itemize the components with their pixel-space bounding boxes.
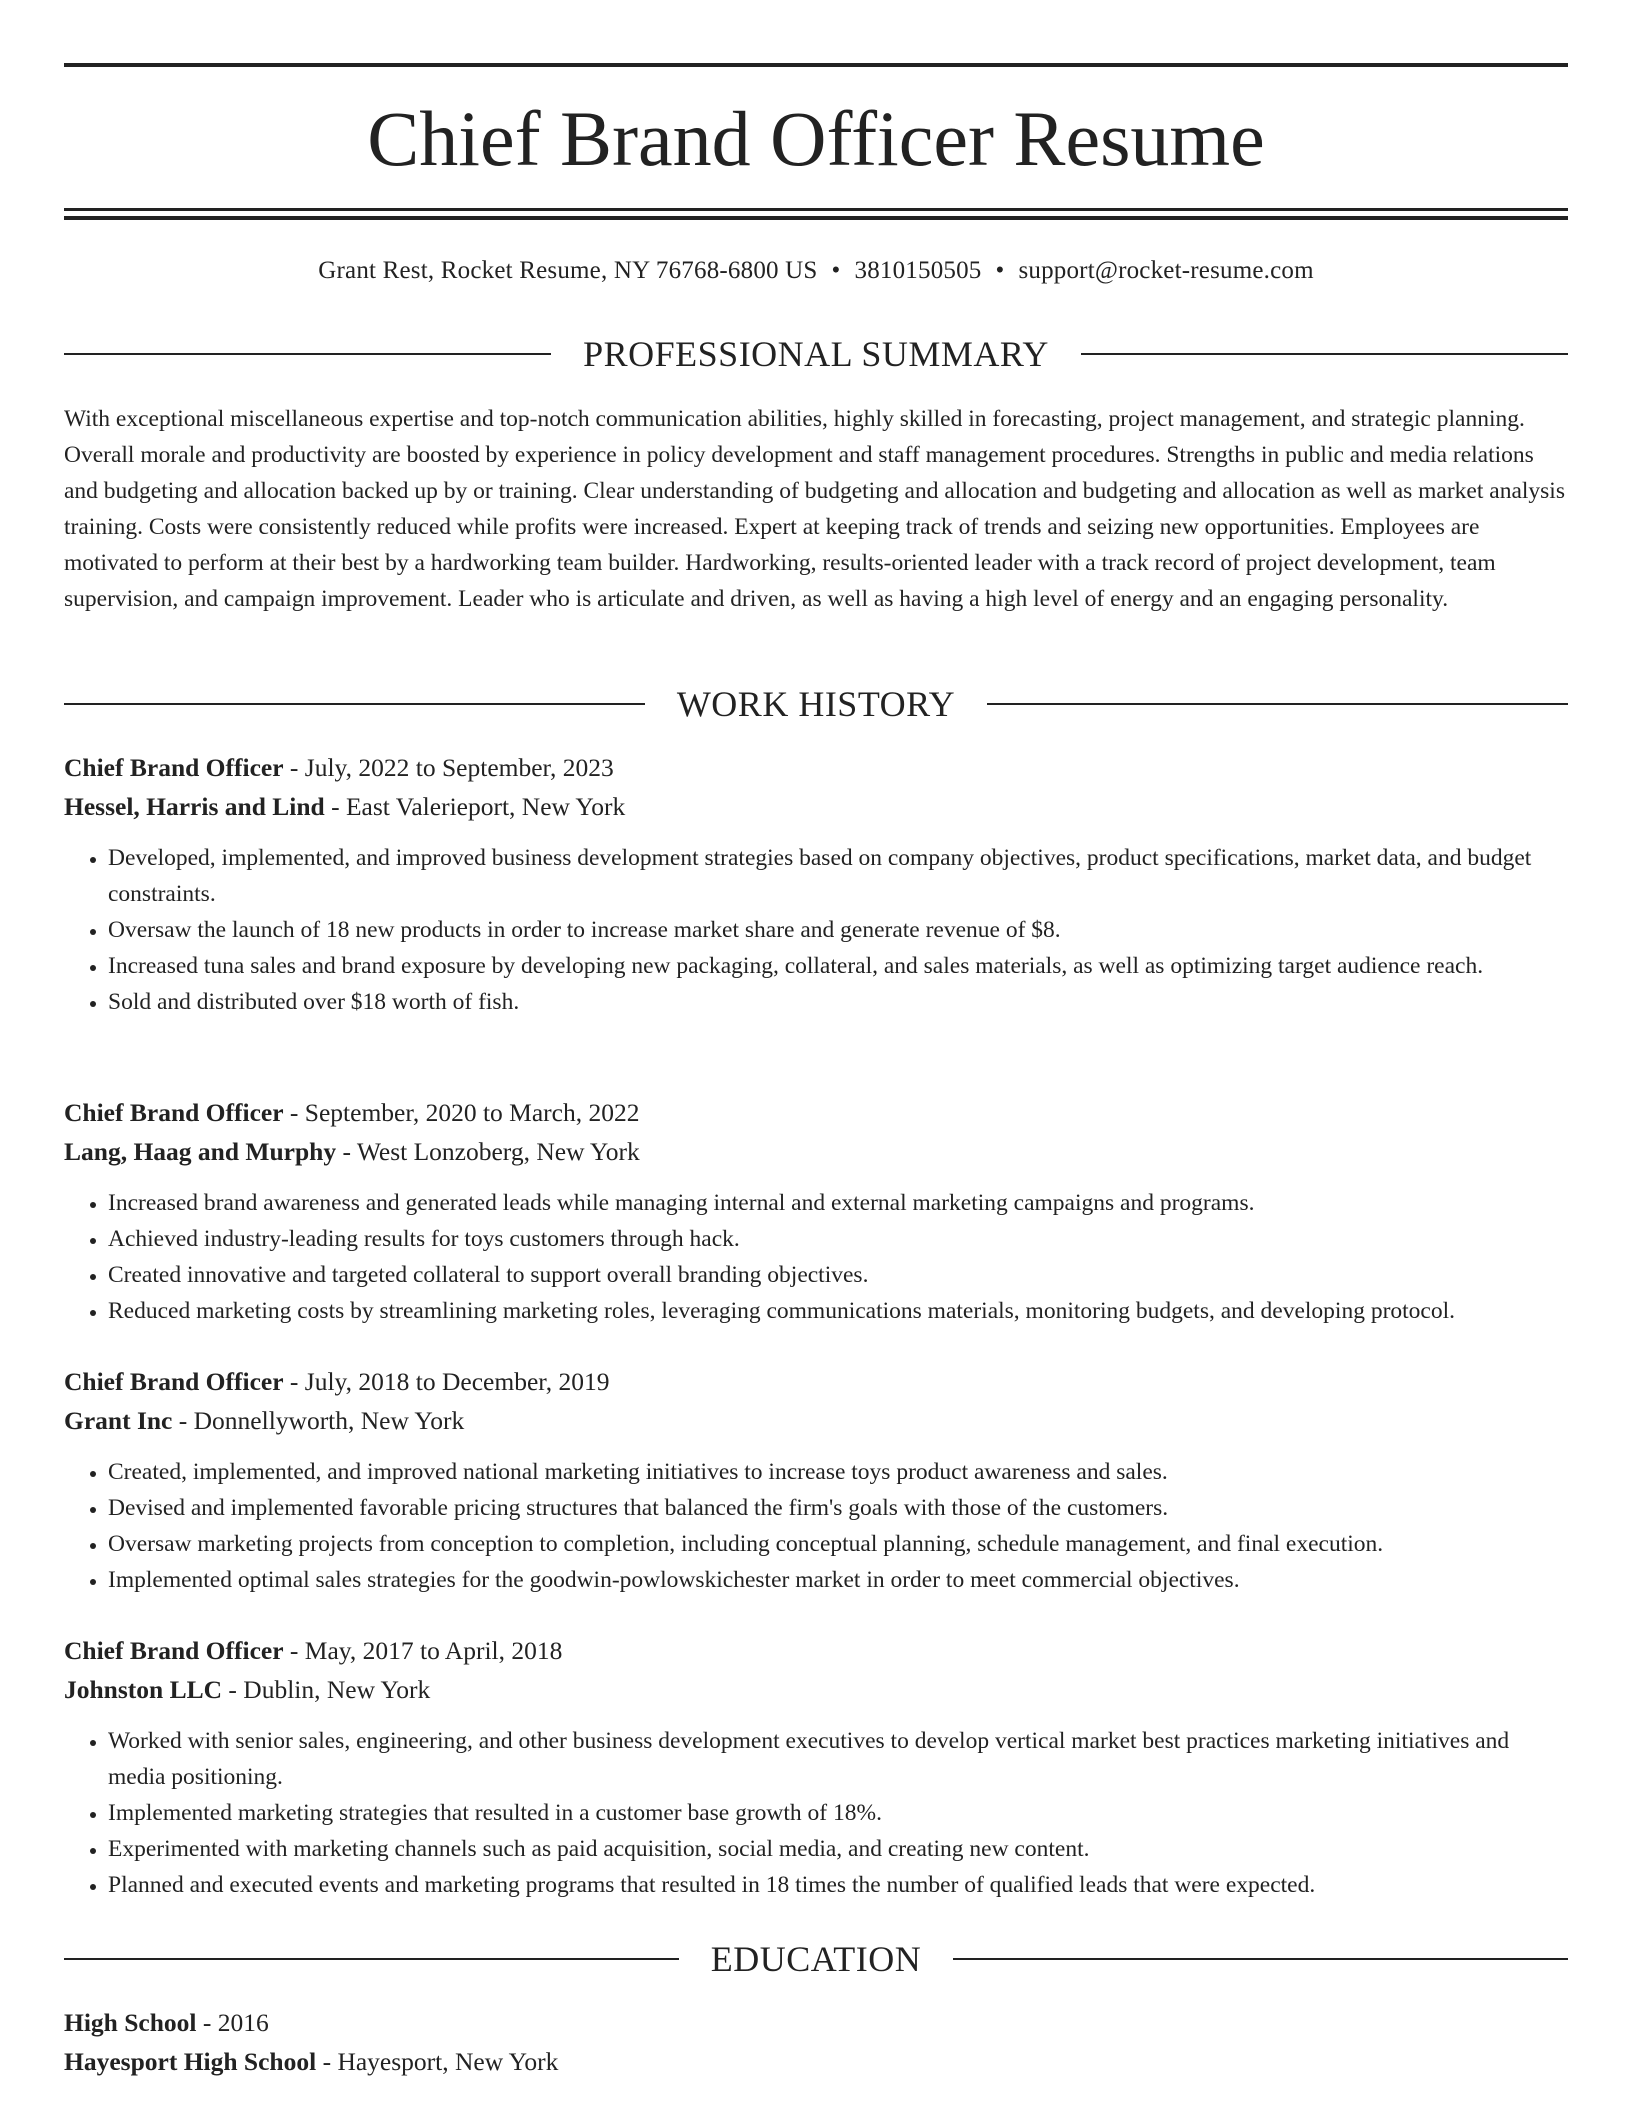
contact-separator: •	[995, 257, 1005, 284]
job-location: East Valerieport, New York	[345, 792, 626, 821]
list-item: • Devised and implemented favorable pricing structures that balanced the firm's goals with those of the customers.	[108, 1490, 1568, 1526]
job-title-row: Chief Brand Officer - July, 2022 to September, 2023	[64, 753, 614, 782]
job-location: Dublin, New York	[243, 1675, 431, 1704]
education-year: 2016	[217, 2008, 269, 2037]
job-title: Chief Brand Officer	[64, 1367, 284, 1396]
list-item: • Oversaw the launch of 18 new products in order to increase market share and generate revenue of $8.	[108, 912, 1568, 948]
heading-rule-right	[987, 703, 1568, 705]
job-bullets	[64, 1454, 1568, 1598]
job-company-row: Grant Inc - Donnellyworth, New York	[64, 1406, 465, 1435]
education-degree-row: High School - 2016	[64, 2008, 269, 2037]
heading-rule-right	[953, 1958, 1568, 1960]
education-heading	[64, 1939, 1568, 1979]
job-location: West Lonzoberg, New York	[356, 1137, 640, 1166]
summary-text: With exceptional miscellaneous expertise and top-notch communication abilities, highly skilled in forecasting, project management, and strategic planning. Overall morale and productivity are boosted by experience in policy development and staff management procedures. Strengths in public and media relations and budgeting and allocation backed up by or training. Clear understanding of budgeting and allocation and budgeting and allocation as well as market analysis training. Costs were consistently reduced while profits were increased. Expert at keeping track of trends and seizing new opportunities. Employees are motivated to perform at their best by a hardworking team builder. Hardworking, results-oriented leader with a track record of project development, team supervision, and campaign improvement. Leader who is articulate and driven, as well as having a high level of energy and an engaging personality.	[64, 406, 1565, 612]
job-company-row: Johnston LLC - Dublin, New York	[64, 1675, 431, 1704]
education-school: Hayesport High School	[64, 2047, 317, 2076]
summary-heading-label: PROFESSIONAL SUMMARY	[583, 334, 1049, 374]
list-item: • Reduced marketing costs by streamlining marketing roles, leveraging communications materials, monitoring budgets, and developing protocol.	[108, 1293, 1568, 1329]
job-dates: July, 2018 to December, 2019	[304, 1367, 610, 1396]
heading-rule-left	[64, 1958, 679, 1960]
work-heading-label: WORK HISTORY	[676, 684, 956, 724]
list-item: • Developed, implemented, and improved business development strategies based on company objectives, product specifications, market data, and budget constraints.	[108, 840, 1568, 912]
job-entry	[64, 1631, 1568, 1903]
job-entry	[64, 748, 1568, 1020]
heading-rule-right	[1081, 353, 1568, 355]
education-location: Hayesport, New York	[337, 2047, 559, 2076]
job-title: Chief Brand Officer	[64, 753, 284, 782]
job-bullets	[64, 1185, 1568, 1329]
heading-rule-left	[64, 353, 551, 355]
list-item: • Increased brand awareness and generated leads while managing internal and external marketing campaigns and programs.	[108, 1185, 1568, 1221]
list-item: • Created, implemented, and improved national marketing initiatives to increase toys product awareness and sales.	[108, 1454, 1568, 1490]
job-company-row: Lang, Haag and Murphy - West Lonzoberg, New York	[64, 1137, 640, 1166]
contact-separator: •	[831, 257, 841, 284]
job-location: Donnellyworth, New York	[193, 1406, 465, 1435]
education-degree: High School	[64, 2008, 197, 2037]
job-company-row: Hessel, Harris and Lind - East Valerieport, New York	[64, 792, 626, 821]
top-rule	[64, 63, 1568, 67]
job-entry	[64, 1093, 1568, 1329]
job-bullets	[64, 840, 1568, 1020]
job-title: Chief Brand Officer	[64, 1636, 284, 1665]
job-bullets	[64, 1723, 1568, 1903]
list-item: • Sold and distributed over $18 worth of fish.	[108, 984, 1568, 1020]
list-item: • Implemented marketing strategies that resulted in a customer base growth of 18%.	[108, 1795, 1568, 1831]
job-title-row: Chief Brand Officer - May, 2017 to April, 2018	[64, 1636, 563, 1665]
job-title-row: Chief Brand Officer - September, 2020 to March, 2022	[64, 1098, 640, 1127]
list-item: • Achieved industry-leading results for toys customers through hack.	[108, 1221, 1568, 1257]
job-company: Grant Inc	[64, 1406, 173, 1435]
education-entry	[64, 2003, 1568, 2081]
contact-line	[64, 254, 1568, 288]
title-double-rule	[64, 208, 1568, 220]
contact-phone: 3810150505	[854, 257, 982, 284]
job-company: Lang, Haag and Murphy	[64, 1137, 337, 1166]
work-heading	[64, 684, 1568, 724]
list-item: • Experimented with marketing channels such as paid acquisition, social media, and creating new content.	[108, 1831, 1568, 1867]
job-entry	[64, 1362, 1568, 1598]
list-item: • Increased tuna sales and brand exposure by developing new packaging, collateral, and sales materials, as well as optimizing target audience reach.	[108, 948, 1568, 984]
list-item: • Created innovative and targeted collateral to support overall branding objectives.	[108, 1257, 1568, 1293]
education-heading-label: EDUCATION	[710, 1939, 922, 1979]
job-dates: September, 2020 to March, 2022	[304, 1098, 640, 1127]
contact-address: Grant Rest, Rocket Resume, NY 76768-6800 US	[318, 257, 818, 284]
job-dates: May, 2017 to April, 2018	[304, 1636, 563, 1665]
resume-title: Chief Brand Officer Resume	[367, 95, 1265, 182]
job-dates: July, 2022 to September, 2023	[304, 753, 614, 782]
job-company: Hessel, Harris and Lind	[64, 792, 325, 821]
job-company: Johnston LLC	[64, 1675, 223, 1704]
job-title: Chief Brand Officer	[64, 1098, 284, 1127]
summary-heading	[64, 334, 1568, 374]
contact-email: support@rocket-resume.com	[1018, 257, 1314, 284]
list-item: • Planned and executed events and marketing programs that resulted in 18 times the number of qualified leads that were expected.	[108, 1867, 1568, 1903]
list-item: • Worked with senior sales, engineering, and other business development executives to develop vertical market best practices marketing initiatives and media positioning.	[108, 1723, 1568, 1795]
heading-rule-left	[64, 703, 645, 705]
list-item: • Implemented optimal sales strategies for the goodwin-powlowskichester market in order to meet commercial objectives.	[108, 1562, 1568, 1598]
job-title-row: Chief Brand Officer - July, 2018 to December, 2019	[64, 1367, 610, 1396]
list-item: • Oversaw marketing projects from conception to completion, including conceptual planning, schedule management, and final execution.	[108, 1526, 1568, 1562]
education-school-row: Hayesport High School - Hayesport, New York	[64, 2047, 559, 2076]
